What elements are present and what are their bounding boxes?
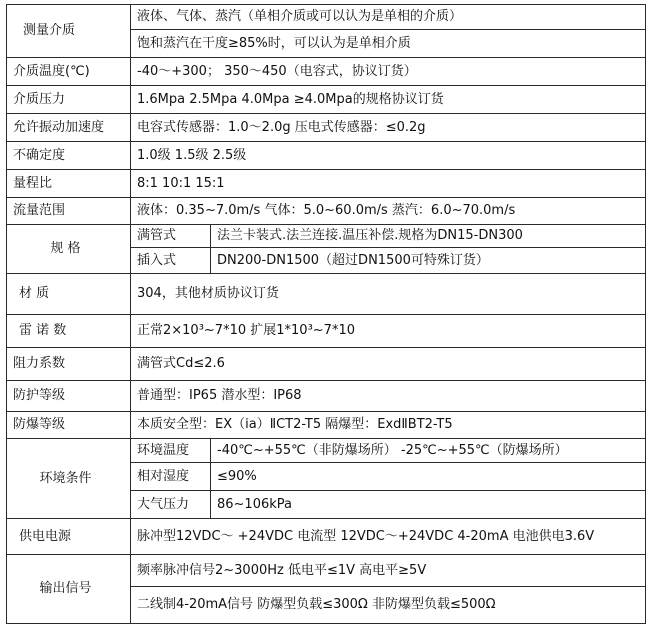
output-value-2: 二线制4-20mA信号 防爆型负载≤300Ω 非防爆型负载≤500Ω [131, 587, 646, 624]
medium-temp-value: -40～+300； 350～450（电容式，协议订货） [131, 58, 646, 86]
table-row [7, 86, 646, 114]
row-label-output: 输出信号 [7, 555, 131, 624]
environment-item-name-1: 环境温度 [131, 439, 211, 463]
protection-value: 普通型：IP65 潜水型：IP68 [131, 381, 646, 412]
row-label-material: 材 质 [7, 274, 131, 315]
row-label-medium: 测量介质 [7, 5, 131, 58]
uncertainty-value: 1.0级 1.5级 2.5级 [131, 142, 646, 170]
reynolds-value: 正常2×10³~7*10 扩展1*10³~7*10 [131, 315, 646, 348]
environment-item-name-3: 大气压力 [131, 491, 211, 519]
table-row [7, 315, 646, 348]
row-label-vibration: 允许振动加速度 [7, 114, 131, 142]
table-row [7, 5, 646, 30]
spec-item-value-1: 法兰卡装式.法兰连接.温压补偿.规格为DN15-DN300 [211, 225, 646, 248]
table-row [7, 519, 646, 555]
table-row [7, 170, 646, 198]
table-row [7, 225, 646, 248]
row-label-uncertainty: 不确定度 [7, 142, 131, 170]
row-label-flow-range: 流量范围 [7, 198, 131, 225]
spec-item-value-2: DN200-DN1500（超过DN1500可特殊订货） [211, 248, 646, 274]
table-row [7, 198, 646, 225]
environment-item-name-2: 相对湿度 [131, 463, 211, 491]
table-row [7, 274, 646, 315]
spec-item-name-1: 满管式 [131, 225, 211, 248]
flow-range-value: 液体：0.35~7.0m/s 气体：5.0~60.0m/s 蒸汽：6.0~70.0m/s [131, 198, 646, 225]
table-row [7, 142, 646, 170]
row-label-range-ratio: 量程比 [7, 170, 131, 198]
table-row [7, 114, 646, 142]
environment-item-value-3: 86~106kPa [211, 491, 646, 519]
power-value: 脉冲型12VDC～ +24VDC 电流型 12VDC～+24VDC 4-20mA 电池供电3.6V [131, 519, 646, 555]
output-value-1: 频率脉冲信号2~3000Hz 低电平≤1V 高电平≥5V [131, 555, 646, 587]
row-label-explosion: 防爆等级 [7, 412, 131, 439]
row-label-spec: 规 格 [7, 225, 131, 274]
environment-item-value-1: -40℃~+55℃（非防爆场所） -25℃~+55℃（防爆场所） [211, 439, 646, 463]
table-row [7, 58, 646, 86]
material-value: 304，其他材质协议订货 [131, 274, 646, 315]
table-row [7, 381, 646, 412]
row-label-environment: 环境条件 [7, 439, 131, 519]
row-label-power: 供电电源 [7, 519, 131, 555]
table-row [7, 348, 646, 381]
spec-sheet [6, 4, 645, 624]
range-ratio-value: 8:1 10:1 15:1 [131, 170, 646, 198]
row-label-resistance: 阻力系数 [7, 348, 131, 381]
row-label-reynolds: 雷 诺 数 [7, 315, 131, 348]
resistance-value: 满管式Cd≤2.6 [131, 348, 646, 381]
medium-value-1: 液体、气体、蒸汽（单相介质或可以认为是单相的介质） [131, 5, 646, 30]
vibration-value: 电容式传感器：1.0～2.0g 压电式传感器：≤0.2g [131, 114, 646, 142]
table-row [7, 412, 646, 439]
spec-item-name-2: 插入式 [131, 248, 211, 274]
environment-item-value-2: ≤90% [211, 463, 646, 491]
medium-value-2: 饱和蒸汽在干度≥85%时，可以认为是单相介质 [131, 30, 646, 58]
table-row [7, 439, 646, 463]
row-label-medium-temp: 介质温度(℃) [7, 58, 131, 86]
table-row [7, 555, 646, 587]
row-label-medium-pressure: 介质压力 [7, 86, 131, 114]
explosion-value: 本质安全型：EX（ia）ⅡCT2-T5 隔爆型：ExdⅡBT2-T5 [131, 412, 646, 439]
medium-pressure-value: 1.6Mpa 2.5Mpa 4.0Mpa ≥4.0Mpa的规格协议订货 [131, 86, 646, 114]
row-label-protection: 防护等级 [7, 381, 131, 412]
spec-table [6, 4, 646, 624]
